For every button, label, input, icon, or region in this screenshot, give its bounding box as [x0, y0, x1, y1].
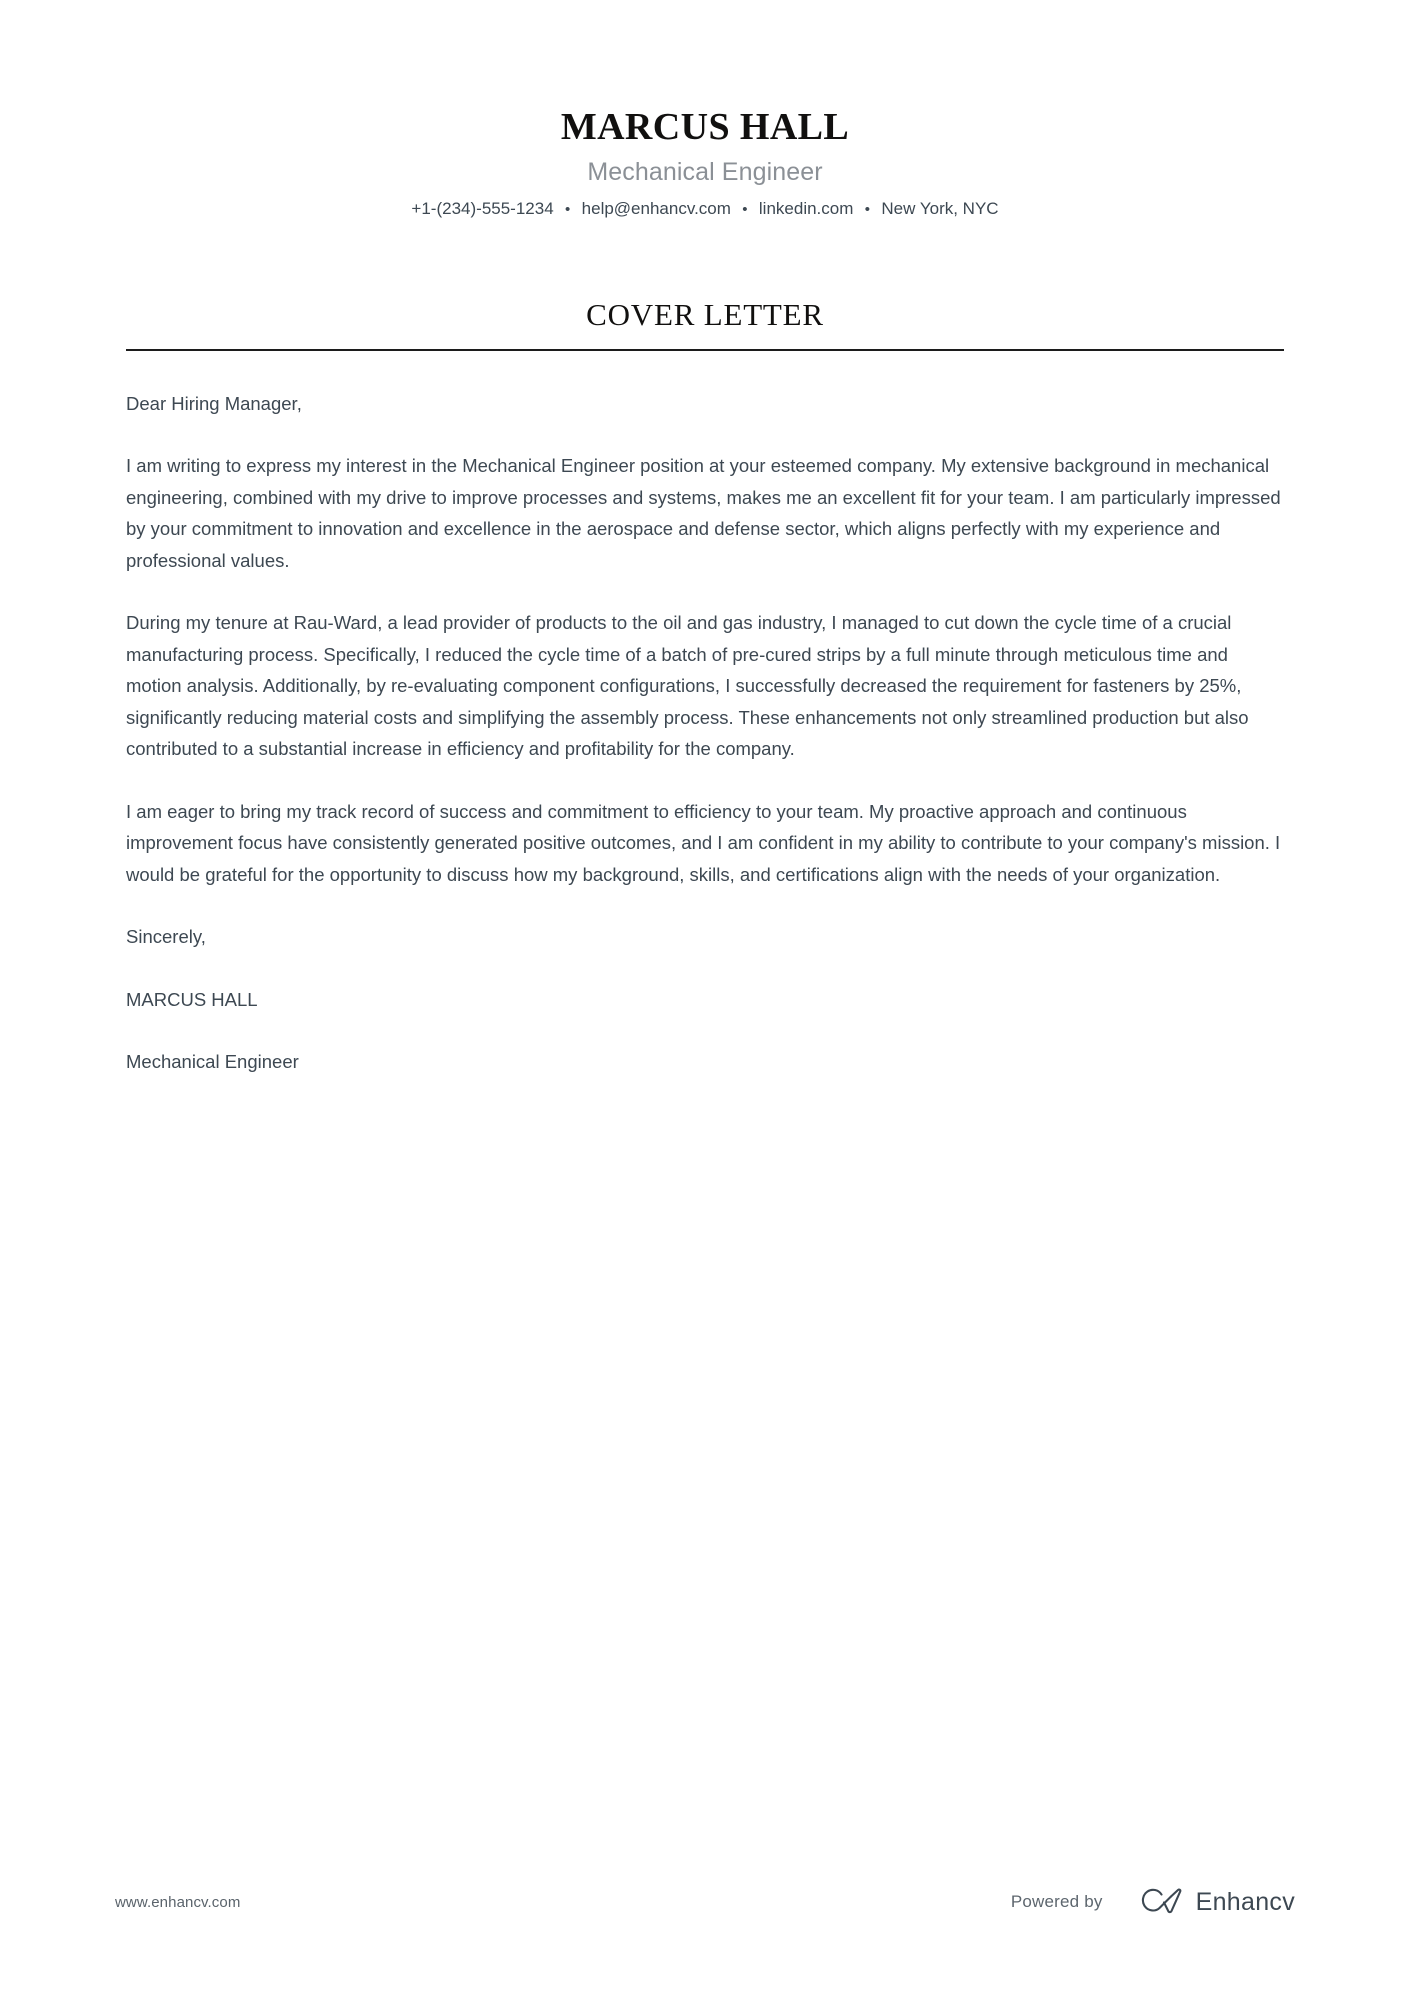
contact-linkedin[interactable]: linkedin.com — [758, 199, 854, 219]
contact-phone: +1-(234)-555-1234 — [411, 199, 554, 219]
footer-website-url[interactable]: www.enhancv.com — [115, 1893, 241, 1911]
enhancv-wordmark: Enhancv — [1195, 1887, 1295, 1916]
salutation: Dear Hiring Manager, — [126, 392, 302, 414]
contact-location: New York, NYC — [881, 199, 999, 219]
letter-paragraph-3: I am eager to bring my track record of success and commitment to efficiency to your team. My proactive approach and continuous improvement focus have consistently generated positive outcomes, and I am confident in my ability to contribute to your company's mission. I would be grateful for the opportunity to discuss how my background, skills, and certifications align with the needs of your organization. — [126, 800, 1281, 885]
page-footer — [0, 1887, 1410, 1917]
powered-by-label: Powered by — [1010, 1892, 1103, 1911]
closing-salutation: Sincerely, — [126, 926, 206, 948]
candidate-job-title: Mechanical Engineer — [587, 157, 823, 186]
contact-info-line — [0, 198, 1410, 220]
signature-job-title: Mechanical Engineer — [126, 1051, 299, 1073]
contact-separator-icon: • — [864, 200, 871, 218]
enhancv-cv-monogram-icon — [1137, 1887, 1183, 1917]
candidate-name: MARCUS HALL — [560, 106, 850, 148]
letter-paragraph-1: I am writing to express my interest in the Mechanical Engineer position at your esteemed company. My extensive background in mechanical engineering, combined with my drive to improve processes and systems, makes me an excellent fit for your team. I am particularly impressed by your commitment to innovation and excellence in the aerospace and defense sector, which aligns perfectly with my experience and professional values. — [126, 455, 1281, 571]
page-title: COVER LETTER — [586, 297, 824, 333]
letter-paragraph-2: During my tenure at Rau-Ward, a lead provider of products to the oil and gas industry, I managed to cut down the cycle time of a crucial manufacturing process. Specifically, I reduced the cycle time of a batch of pre-cured strips by a full minute through meticulous time and motion analysis. Additionally, by re-evaluating component configurations, I successfully decreased the requirement for fasteners by 25%, significantly reducing material costs and simplifying the assembly process. These enhancements not only streamlined production but also contributed to a substantial increase in efficiency and profitability for the company. — [126, 612, 1249, 760]
contact-separator-icon: • — [565, 200, 571, 218]
footer-branding — [1011, 1887, 1295, 1917]
enhancv-logo[interactable] — [1137, 1887, 1295, 1917]
signature-name: MARCUS HALL — [126, 988, 258, 1010]
contact-email[interactable]: help@enhancv.com — [581, 199, 731, 219]
contact-separator-icon: • — [742, 200, 748, 218]
title-divider — [126, 349, 1284, 351]
letter-header — [0, 0, 1410, 220]
letter-body — [0, 388, 1410, 1078]
document-title-section — [0, 298, 1410, 350]
